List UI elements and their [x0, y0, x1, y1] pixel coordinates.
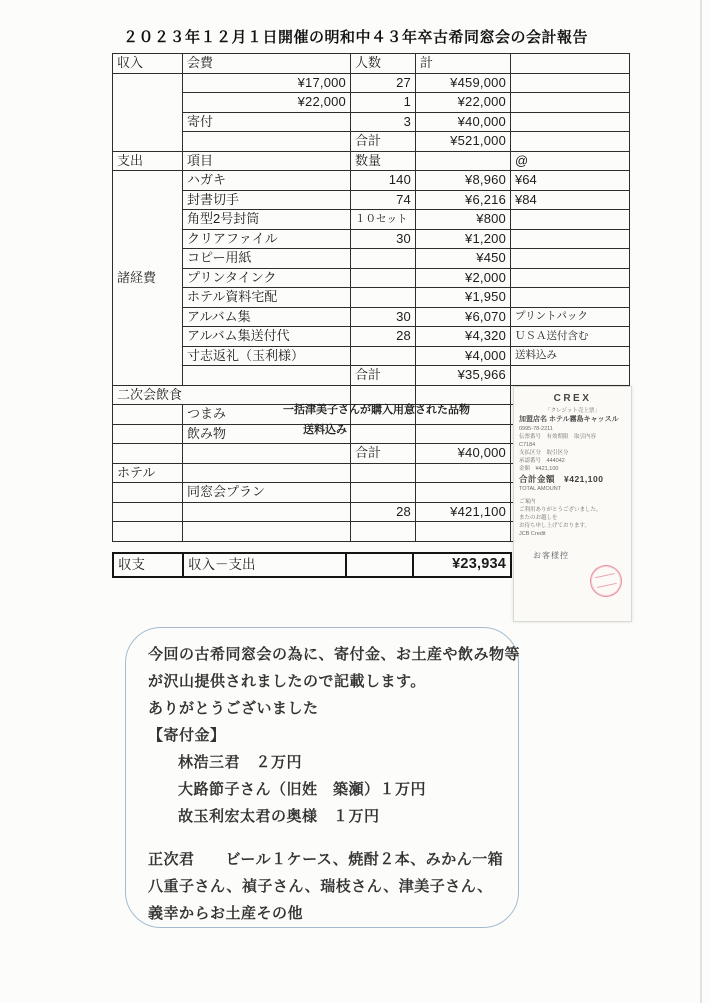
- receipt-line: ご利用ありがとうございました。: [519, 507, 602, 513]
- note-line: 八重子さん、禎子さん、瑞枝さん、津美子さん、: [148, 878, 493, 895]
- table-cell: ホテル: [113, 463, 183, 483]
- table-cell: ¥459,000: [416, 73, 511, 93]
- table-cell: [511, 268, 630, 288]
- receipt-line: またのお越しを: [519, 515, 558, 521]
- table-cell: ¥1,200: [416, 229, 511, 249]
- credit-card-receipt: [513, 386, 632, 622]
- table-cell: [183, 366, 351, 386]
- table-cell: [351, 288, 416, 308]
- table-cell: [416, 463, 511, 483]
- table-cell: 収支: [113, 553, 183, 577]
- table-cell: プリンタインク: [183, 268, 351, 288]
- note-line: 今回の古希同窓会の為に、寄付金、お土産や飲み物等: [148, 646, 521, 663]
- table-cell: [511, 132, 630, 152]
- note-line: 義幸からお土産その他: [148, 905, 304, 922]
- table-cell: [351, 249, 416, 269]
- table-cell: 収入－支出: [183, 553, 346, 577]
- note-line: 正次君 ビール１ケース、焼酎２本、みかん一箱: [148, 851, 504, 868]
- note-line: 林浩三君 ２万円: [178, 754, 303, 771]
- table-cell: プリントパック: [511, 307, 630, 327]
- receipt-line: 伝票番号 有効期限 取引内容: [519, 434, 597, 440]
- table-cell: [113, 424, 183, 444]
- table-cell: ¥521,000: [416, 132, 511, 152]
- table-cell: [351, 522, 416, 542]
- table-cell: ¥23,934: [413, 553, 511, 577]
- table-cell: [183, 522, 351, 542]
- table-cell: [351, 463, 416, 483]
- table-cell: 27: [351, 73, 416, 93]
- note-line: 故玉利宏太君の奥様 １万円: [178, 808, 380, 825]
- table-cell: ¥22,000: [183, 93, 351, 113]
- table-cell: ¥84: [511, 190, 630, 210]
- table-cell: 計: [416, 54, 511, 74]
- table-cell: １０セット: [351, 210, 416, 230]
- table-cell: 人数: [351, 54, 416, 74]
- table-cell: ¥421,100: [416, 502, 511, 522]
- receipt-line: お待ち申し上げております。: [519, 523, 591, 529]
- scan-artifact-line: [700, 0, 702, 1003]
- note-line: [148, 830, 500, 846]
- receipt-line: C7184: [519, 442, 536, 448]
- table-cell: ¥64: [511, 171, 630, 191]
- table-cell: [511, 54, 630, 74]
- table-cell: [113, 522, 183, 542]
- table-cell: 寸志返礼（玉利様）: [183, 346, 351, 366]
- table-cell: [113, 502, 183, 522]
- table-cell: [511, 229, 630, 249]
- table-cell: 30: [351, 307, 416, 327]
- table-cell: [113, 405, 183, 425]
- donation-note-box: [125, 627, 519, 928]
- table-cell: ¥6,216: [416, 190, 511, 210]
- table-cell: ¥40,000: [416, 444, 511, 464]
- table-cell: 項目: [183, 151, 351, 171]
- table-cell: コピー用紙: [183, 249, 351, 269]
- table-cell: [416, 151, 511, 171]
- balance-table: [112, 552, 512, 578]
- table-cell: 合計: [351, 132, 416, 152]
- table-cell: 寄付: [183, 112, 351, 132]
- table-cell: [511, 288, 630, 308]
- table-cell: [351, 483, 416, 503]
- table-cell: [511, 93, 630, 113]
- table-cell: ¥22,000: [416, 93, 511, 113]
- table-cell: 74: [351, 190, 416, 210]
- table-cell: 数量: [351, 151, 416, 171]
- table-cell: 封書切手: [183, 190, 351, 210]
- table-cell: 角型2号封筒: [183, 210, 351, 230]
- table-cell: [113, 444, 183, 464]
- table-cell: ¥35,966: [416, 366, 511, 386]
- receipt-line: 金額 ¥421,100: [519, 466, 559, 472]
- table-cell: [511, 112, 630, 132]
- receipt-line: 加盟店名 ホテル霧島キャッスル: [519, 416, 619, 423]
- table-cell: [511, 210, 630, 230]
- table-cell: ¥1,950: [416, 288, 511, 308]
- table-cell: 28: [351, 327, 416, 347]
- table-cell: ハガキ: [183, 171, 351, 191]
- table-cell: 会費: [183, 54, 351, 74]
- table-cell: ¥2,000: [416, 268, 511, 288]
- table-cell: 合計: [351, 444, 416, 464]
- table-cell: つまみ: [183, 405, 351, 425]
- table-cell: [416, 483, 511, 503]
- note-line: が沢山提供されましたので記載します。: [148, 673, 426, 690]
- table-cell: ホテル資料宅配: [183, 288, 351, 308]
- table-cell: [183, 502, 351, 522]
- table-cell: ¥6,070: [416, 307, 511, 327]
- table-cell: 諸経費: [113, 171, 183, 386]
- table-cell: アルバム集送付代: [183, 327, 351, 347]
- table-cell: 送料込み: [511, 346, 630, 366]
- table-cell: ¥4,000: [416, 346, 511, 366]
- receipt-line: お客様控: [533, 551, 569, 560]
- table-cell: @: [511, 151, 630, 171]
- page-title: ２０２３年１２月１日開催の明和中４３年卒古希同窓会の会計報告: [123, 29, 589, 46]
- receipt-line: JCB Credit: [519, 531, 546, 537]
- receipt-line: 支払区分 取引区分: [519, 450, 569, 456]
- receipt-line: 合計金額 ¥421,100: [519, 474, 604, 484]
- receipt-line: 承認番号 444042: [519, 458, 565, 464]
- table-cell: [511, 73, 630, 93]
- table-cell: ¥40,000: [416, 112, 511, 132]
- table-cell: 3: [351, 112, 416, 132]
- receipt-line: 0995-78-2211: [519, 426, 553, 432]
- table-cell: [351, 268, 416, 288]
- table-cell: [113, 483, 183, 503]
- table-cell: [183, 132, 351, 152]
- table-cell: ＵＳＡ送付含む: [511, 327, 630, 347]
- table-cell: [183, 463, 351, 483]
- table-cell: 支出: [113, 151, 183, 171]
- table-cell: [511, 249, 630, 269]
- table-cell: ¥4,320: [416, 327, 511, 347]
- note-line: ありがとうございました: [148, 700, 319, 717]
- receipt-line: TOTAL AMOUNT: [519, 486, 562, 492]
- table-cell: 収入: [113, 54, 183, 74]
- table-cell: [346, 553, 413, 577]
- table-cell: 1: [351, 93, 416, 113]
- receipt-stamp-icon: [587, 562, 625, 600]
- table-cell: [351, 346, 416, 366]
- table-cell: [511, 366, 630, 386]
- annotation-souryou: 送料込み: [303, 424, 347, 436]
- table-cell: [351, 424, 416, 444]
- table-cell: ¥800: [416, 210, 511, 230]
- table-cell: [416, 522, 511, 542]
- receipt-line: 「クレジット売上票」: [545, 408, 600, 414]
- table-cell: 合計: [351, 366, 416, 386]
- table-cell: [113, 73, 183, 151]
- table-cell: クリアファイル: [183, 229, 351, 249]
- receipt-stamp-lines: [595, 573, 617, 588]
- table-cell: ¥450: [416, 249, 511, 269]
- table-cell: 飲み物: [183, 424, 351, 444]
- table-cell: 同窓会プラン: [183, 483, 351, 503]
- table-cell: アルバム集: [183, 307, 351, 327]
- table-cell: ¥8,960: [416, 171, 511, 191]
- note-line: 大路節子さん（旧姓 築瀬）１万円: [178, 781, 427, 798]
- receipt-line: ご案内: [519, 499, 536, 505]
- note-line: 【寄付金】: [148, 727, 226, 744]
- receipt-line: CREX: [553, 393, 592, 404]
- table-cell: 140: [351, 171, 416, 191]
- table-cell: 30: [351, 229, 416, 249]
- table-cell: [183, 444, 351, 464]
- table-cell: ¥17,000: [183, 73, 351, 93]
- table-cell: 二次会飲食: [113, 385, 351, 405]
- table-cell: [416, 424, 511, 444]
- annotation-tsumami: 一括津美子さんが購入用意された品物: [283, 404, 470, 416]
- table-cell: 28: [351, 502, 416, 522]
